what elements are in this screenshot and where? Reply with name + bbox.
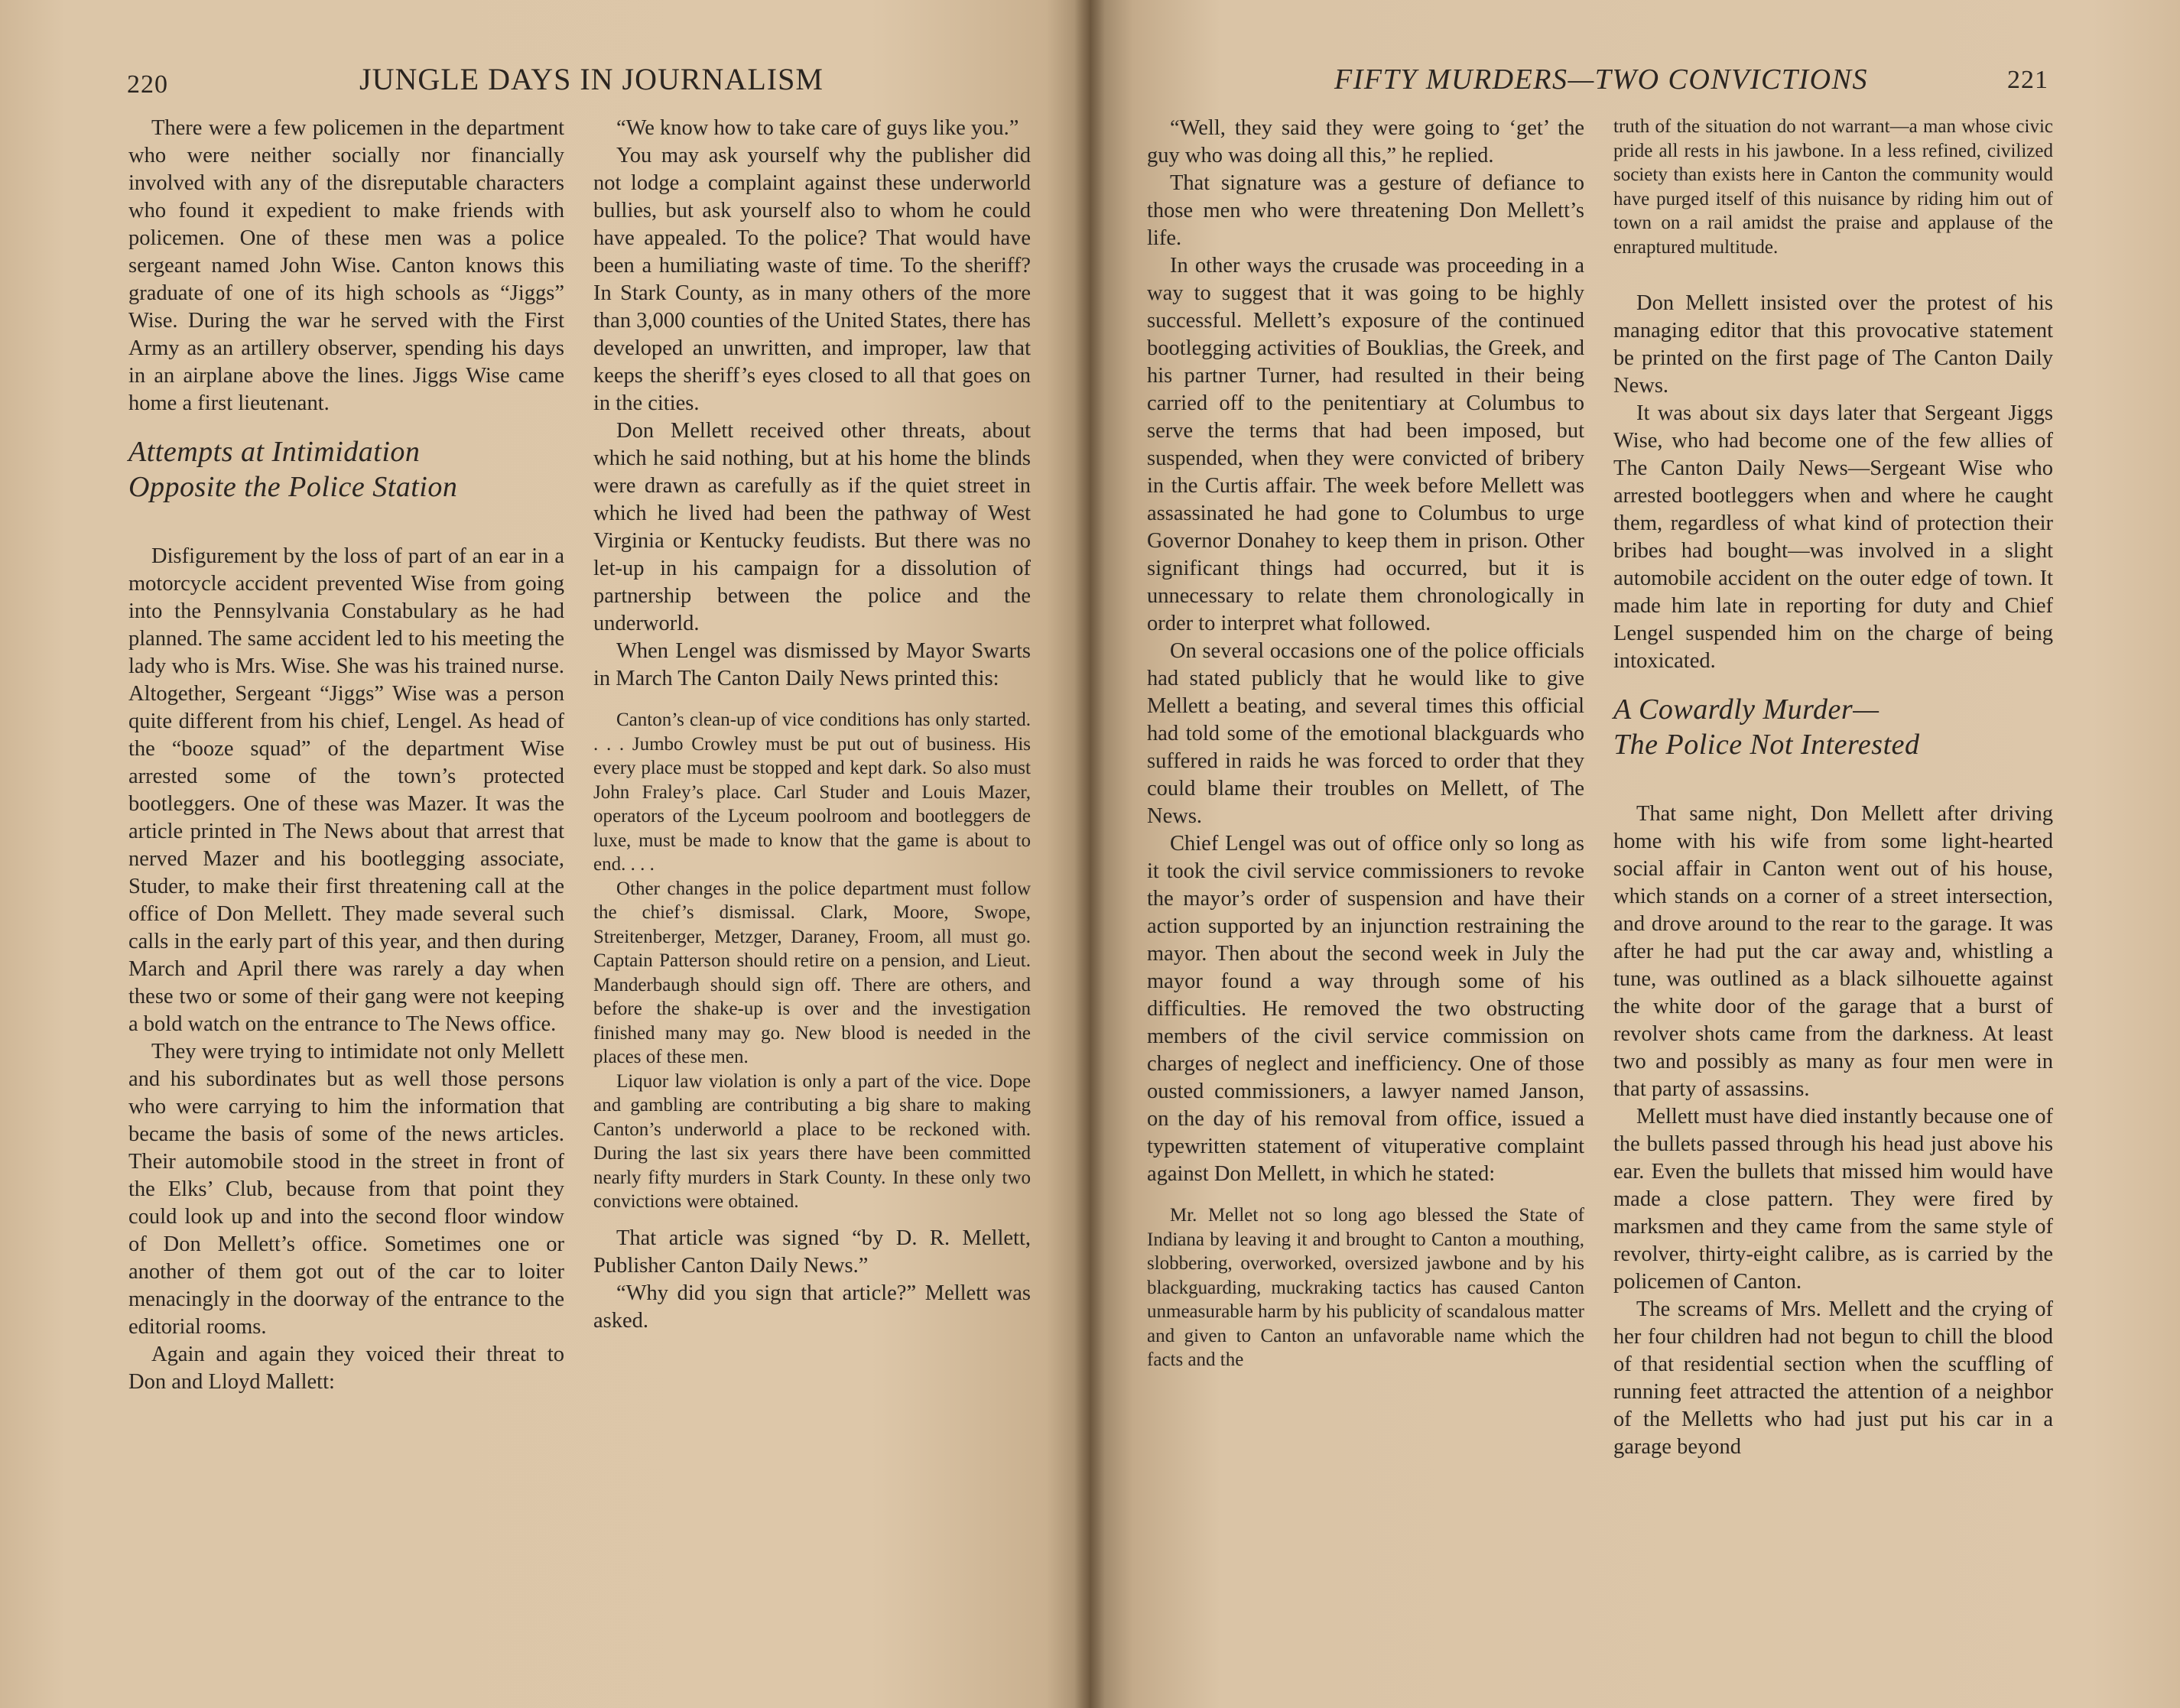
block-quote-continued: [1613, 115, 2053, 259]
right-page: [1090, 0, 2180, 1708]
gutter-shadow: [1074, 0, 1105, 1708]
paragraph: On several occasions one of the police officials had stated publicly that he would like to give Mellett a beating, and several times this official had told some of the emotional blackguards who suffered in raids he was forced to order that they could blame their troubles on Mellett, of The News.: [1147, 639, 1584, 828]
section-heading: [1613, 692, 2053, 762]
quote-paragraph: Canton’s clean-up of vice conditions has only started. . . . Jumbo Crowley must be put out of business. His every place must be stopped and kept dark. So also must John Fraley’s place. Carl Studer and Louis Mazer, operators of the Lyceum poolroom and bootleggers de luxe, must be made to know that the game is about to end. . . .: [593, 710, 1031, 875]
paragraph: That signature was a gesture of defiance to those men who were threatening Don Mellett’s life.: [1147, 171, 1584, 250]
paragraph: “Well, they said they were going to ‘get’ the guy who was doing all this,” he replied.: [1147, 116, 1584, 167]
paragraph: “We know how to take care of guys like you.”: [616, 116, 1019, 140]
heading-line: A Cowardly Murder—: [1613, 693, 1879, 726]
page-number: 220: [127, 70, 168, 99]
right-column-1: [1147, 115, 1584, 1383]
paragraph: It was about six days later that Sergeant Jiggs Wise, who had become one of the few allies of The Canton Daily News—Sergeant Wise who arrested bootleggers when and where he caught them, regardless of what kind of protection their bribes had bought—was involved in a slight automobile accident on the outer edge of town. It made him late in reporting for duty and Chief Lengel suspended him on the charge of being intoxicated.: [1613, 401, 2053, 673]
page-number: 221: [2007, 66, 2048, 94]
right-column-2: [1613, 115, 2053, 1461]
quote-paragraph: Other changes in the police department must follow the chief’s dismissal. Clark, Moore, Swope, Streitenberger, Metzger, Daraney, Froom, all must go. Captain Patterson should retire on a pension, and Lieut. Manderbaugh should sign off. There are others, and before the shake-up is over and the investigation finished many may go. New blood is needed in the places of these men.: [593, 878, 1031, 1067]
paragraph: You may ask yourself why the publisher did not lodge a complaint against these underworld bullies, but ask yourself also to whom he could have appealed. To the police? That would have been a humiliating waste of time. To the sheriff? In Stark County, as in many others of the more than 3,000 counties of the United States, there has developed an unwritten, and improper, law that keeps the sheriff’s eyes closed to all that goes on in the cities.: [593, 144, 1031, 415]
block-quote: [1147, 1203, 1584, 1372]
running-head: JUNGLE DAYS IN JOURNALISM: [359, 62, 824, 96]
paragraph: In other ways the crusade was proceeding in a way to suggest that it was going to be highly successful. Mellett’s exposure of the continued bootlegging activities of Bouklias, the Greek, and his partner Turner, had resulted in their being carried off to the penitentiary at Columbus to serve the terms that had been imposed, but suspended, when they were convicted of bribery in the Curtis affair. The week before Mellett was assassinated he had gone to Columbus to urge Governor Donahey to keep them in prison. Other significant things had occurred, but it is unnecessary to relate them chronologically in order to interpret what followed.: [1147, 254, 1584, 635]
paragraph: That same night, Don Mellett after driving home with his wife from some light-hearted social affair in Canton went out of his house, which stands on a corner of a street intersection, and drove around to the rear to the garage. It was after he had put the car away and, whistling a tune, was outlined as a black silhouette against the white door of the garage that a burst of revolver shots came from the darkness. At least two and possibly as many as four men were in that party of assassins.: [1613, 802, 2053, 1101]
left-column-2: [593, 115, 1031, 1335]
paragraph: Chief Lengel was out of office only so long as it took the civil service commissioners to revoke the mayor’s order of suspension and have their action supported by an injunction restraining the mayor. Then about the second week in July the mayor found a way through some of his difficulties. He removed the two obstructing members of the civil service commission on charges of neglect and inefficiency. One of those ousted commissioners, a lawyer named Janson, on the day of his removal from office, issued a typewritten statement of vituperative complaint against Don Mellett, in which he stated:: [1147, 832, 1584, 1186]
heading-line: Attempts at Intimidation: [128, 436, 421, 468]
quote-paragraph: Mr. Mellet not so long ago blessed the State of Indiana by leaving it and brought to Canton a mouthing, slobbering, overworked, oversized jawbone and by his blackguarding, muckraking tactics has caused Canton unmeasurable harm by his publicity of scandalous matter and given to Canton an unfavorable name which the facts and the: [1147, 1205, 1584, 1370]
quote-paragraph: truth of the situation do not warrant—a man whose civic pride all rests in his jawbone. In a less refined, civilized society than exists here in Canton the community would have purged itself of this nuisance by riding him out of town on a rail amidst the praise and applause of the enraptured multitude.: [1613, 116, 2053, 258]
paragraph: That article was signed “by D. R. Mellett, Publisher Canton Daily News.”: [593, 1226, 1031, 1278]
paragraph: Don Mellett insisted over the protest of his managing editor that this provocative statement be printed on the first page of The Canton Daily News.: [1613, 291, 2053, 398]
quote-paragraph: Liquor law violation is only a part of the vice. Dope and gambling are contributing a big share to making Canton’s underworld a place to be reckoned with. During the last six years there have been committed nearly fifty murders in Stark County. In these only two convictions were obtained.: [593, 1070, 1031, 1212]
paragraph: Mellett must have died instantly because one of the bullets passed through his head just above his ear. Even the bullets that missed him would have made a close pattern. They were fired by marksmen and they came from the same style of revolver, thirty-eight calibre, as is carried by the policemen of Canton.: [1613, 1105, 2053, 1294]
paragraph: Don Mellett received other threats, about which he said nothing, but at his home the blinds were drawn as carefully as if the quiet street in which he lived had been the pathway of West Virginia or Kentucky feudists. But there was no let-up in his campaign for a dissolution of partnership between the police and the underworld.: [593, 419, 1031, 635]
left-column-1: [128, 115, 564, 1396]
section-heading: [128, 434, 564, 505]
paragraph: Again and again they voiced their threat to Don and Lloyd Mallett:: [128, 1343, 564, 1394]
paragraph: The screams of Mrs. Mellett and the crying of her four children had not begun to chill the blood of that residential section when the scuffling of running feet attracted the attention of a neighbor of the Melletts who had just put his car in a garage beyond: [1613, 1297, 2053, 1459]
paragraph: Disfigurement by the loss of part of an ear in a motorcycle accident prevented Wise from going into the Pennsylvania Constabulary as he had planned. The same accident led to his meeting the lady who is Mrs. Wise. She was his trained nurse. Altogether, Sergeant “Jiggs” Wise was a person quite different from his chief, Lengel. As head of the “booze squad” of the department Wise arrested some of the town’s protected bootleggers. One of these was Mazer. It was the article printed in The News about that arrest that nerved Mazer and his bootlegging associate, Studer, to make their first threatening call at the office of Don Mellett. They made several such calls in the early part of this year, and then during March and April there was rarely a day when these two or some of their gang were not keeping a bold watch on the entrance to The News office.: [128, 544, 564, 1036]
paragraph: When Lengel was dismissed by Mayor Swarts in March The Canton Daily News printed this:: [593, 639, 1031, 690]
block-quote: [593, 708, 1031, 1214]
paragraph: There were a few policemen in the department who were neither socially nor financially involved with any of the disreputable characters who found it expedient to make friends with policemen. One of these men was a police sergeant named John Wise. Canton knows this graduate of one of its high schools as “Jiggs” Wise. During the war he served with the First Army as an artillery observer, spending his days in an airplane above the lines. Jiggs Wise came home a first lieutenant.: [128, 116, 564, 415]
paragraph: “Why did you sign that article?” Mellett was asked.: [593, 1281, 1031, 1333]
paragraph: They were trying to intimidate not only Mellett and his subordinates but as well those persons who were carrying to him the information that became the basis of some of the news articles. Their automobile stood in the street in front of the Elks’ Club, because from that point they could look up and into the second floor window of Don Mellett’s office. Sometimes one or another of them got out of the car to loiter menacingly in the doorway of the entrance to the editorial rooms.: [128, 1040, 564, 1339]
heading-line: Opposite the Police Station: [128, 471, 458, 503]
heading-line: The Police Not Interested: [1613, 729, 1920, 761]
running-head: FIFTY MURDERS—TWO CONVICTIONS: [1334, 63, 1868, 96]
